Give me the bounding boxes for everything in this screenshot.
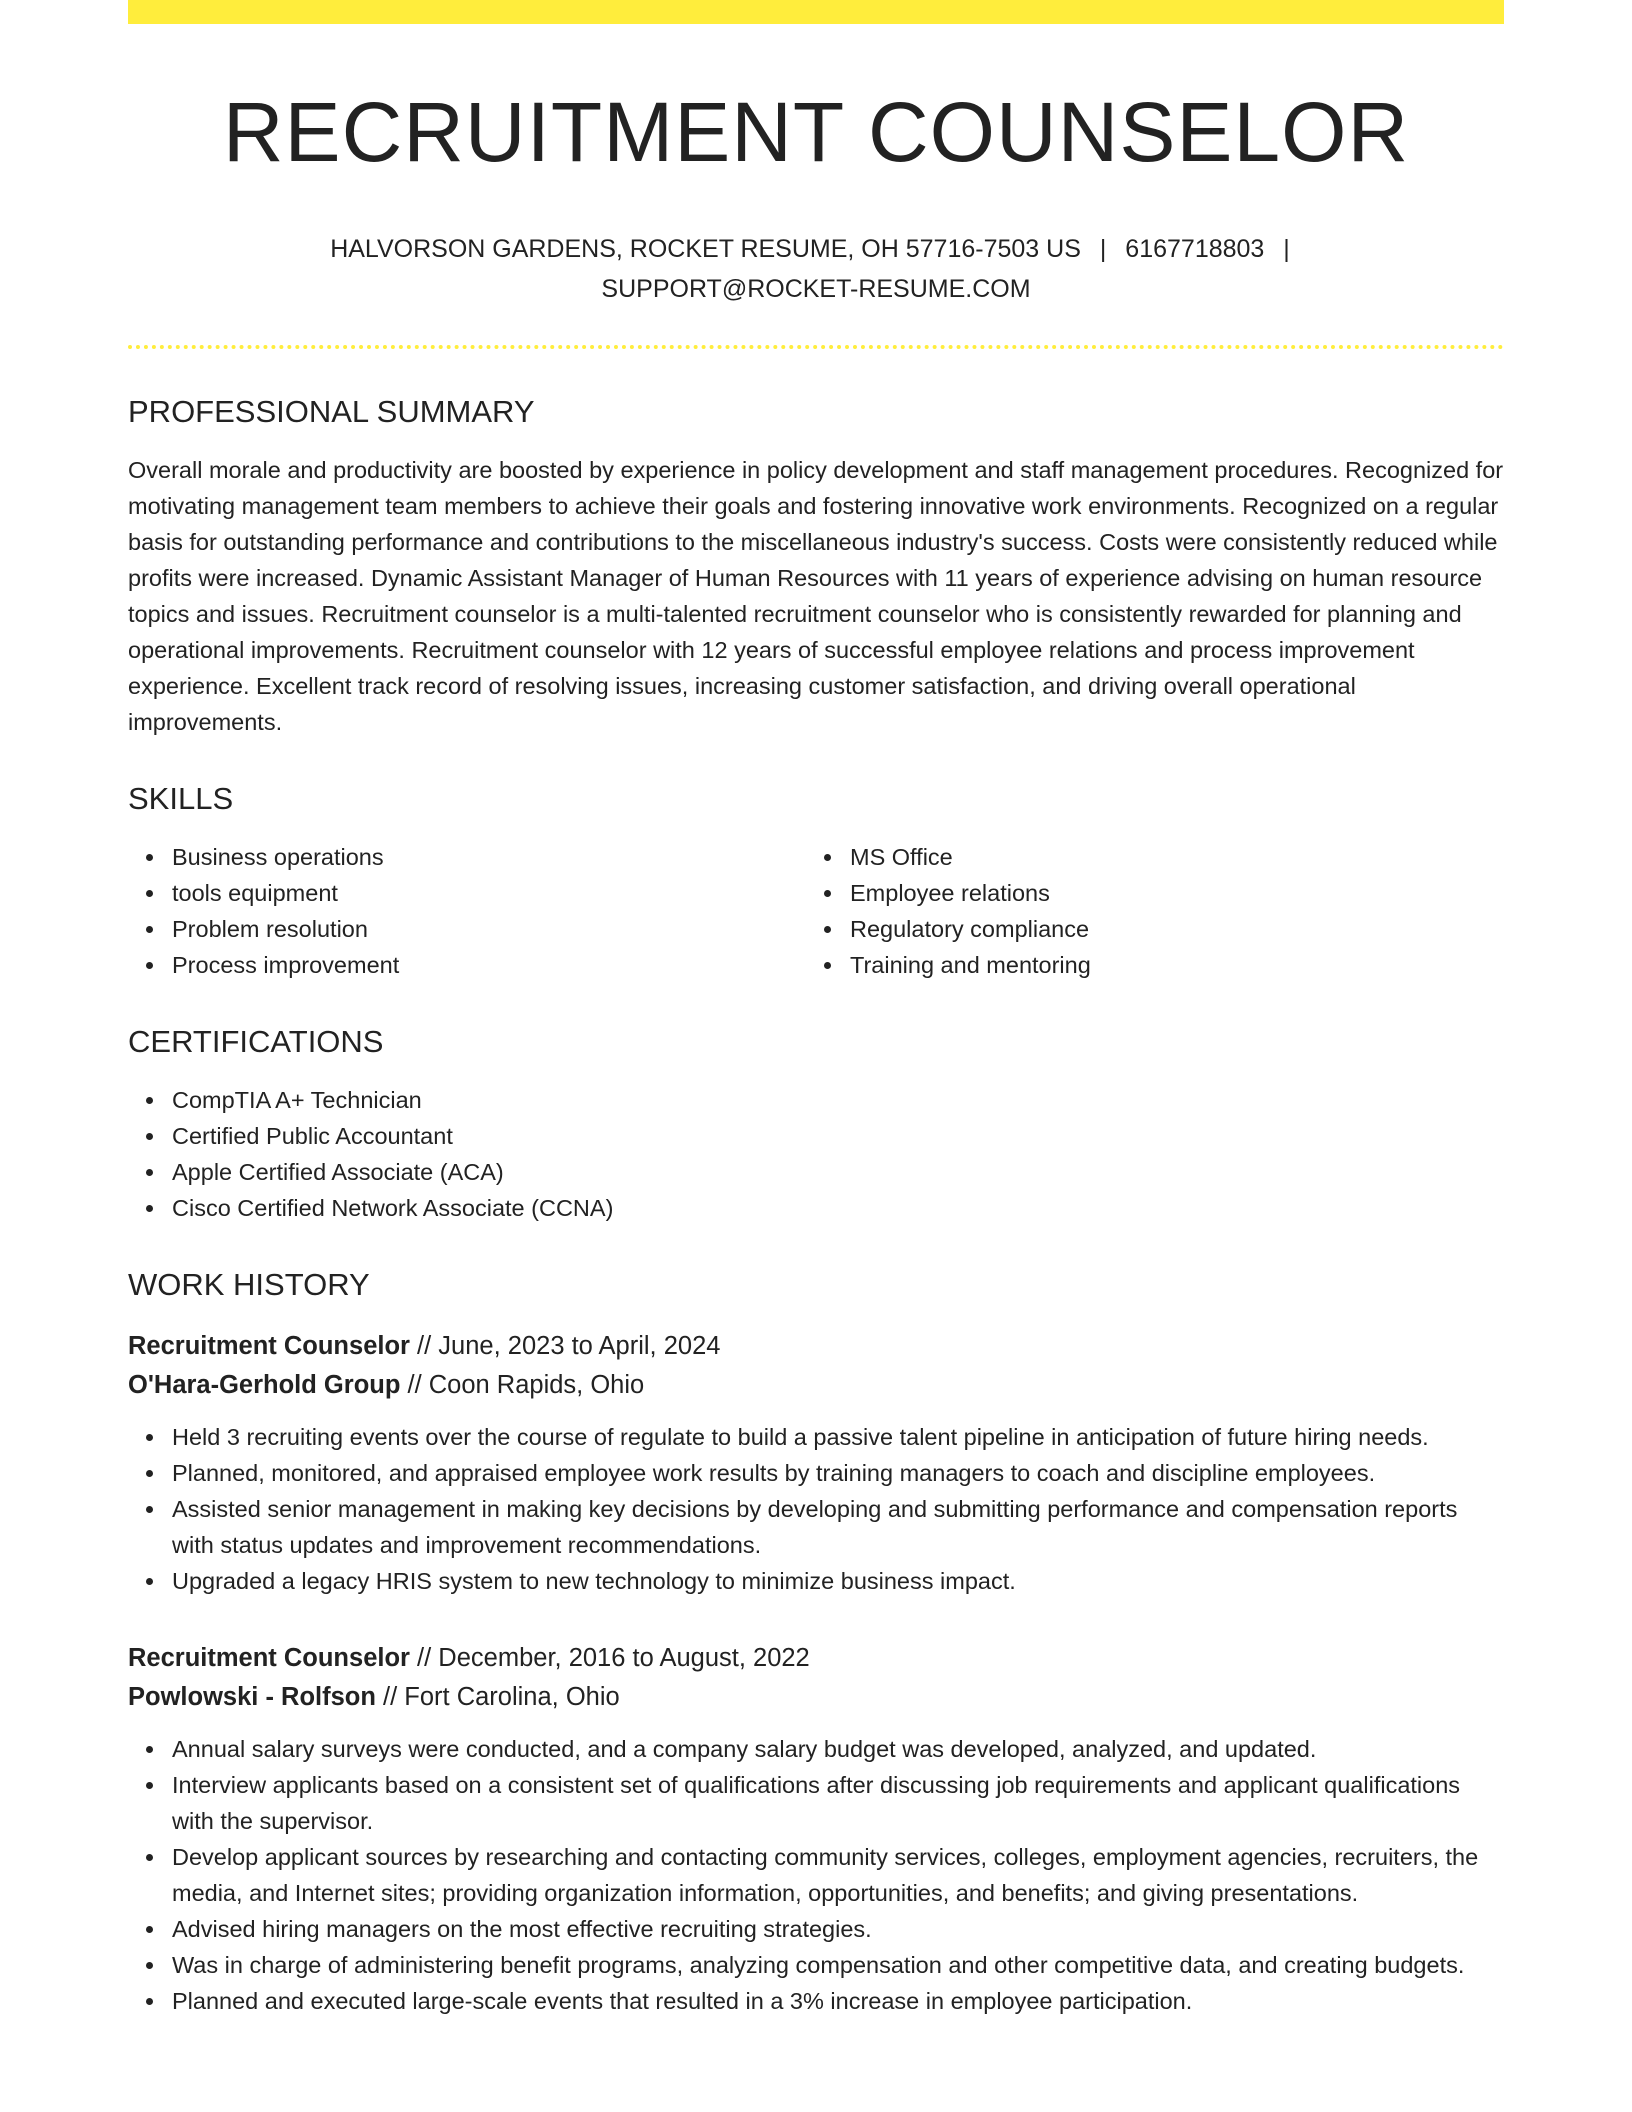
- resume-name: RECRUITMENT COUNSELOR: [222, 85, 1410, 179]
- section-heading-skills: SKILLS: [128, 780, 234, 816]
- contact-address: HALVORSON GARDENS, ROCKET RESUME, OH 57716-7503 US: [330, 234, 1081, 263]
- skills-section: [128, 780, 1504, 983]
- job-location: // Fort Carolina, Ohio: [375, 1683, 620, 1712]
- skill-item: Process improvement: [172, 947, 806, 983]
- skill-item: Regulatory compliance: [850, 911, 1504, 947]
- job-dates: // December, 2016 to August, 2022: [409, 1644, 810, 1673]
- certification-item: Certified Public Accountant: [172, 1118, 1504, 1154]
- job-dates: // June, 2023 to April, 2024: [409, 1332, 721, 1361]
- contact-email: SUPPORT@ROCKET-RESUME.COM: [601, 274, 1031, 303]
- job-bullet: Develop applicant sources by researching and contacting community services, colleges, employment agencies, recruiters, the media, and Internet sites; providing organization information, opportunities, and benefits; and giving presentations.: [172, 1839, 1504, 1911]
- job-bullet: Upgraded a legacy HRIS system to new technology to minimize business impact.: [172, 1563, 1504, 1599]
- job-title-line: [128, 1639, 1504, 1678]
- job-bullet: Annual salary surveys were conducted, and a company salary budget was developed, analyzed, and updated.: [172, 1731, 1504, 1767]
- job-entry: [128, 1327, 1504, 1599]
- skill-item: Training and mentoring: [850, 947, 1504, 983]
- job-company: O'Hara-Gerhold Group: [128, 1371, 401, 1400]
- skills-grid: [128, 839, 1504, 983]
- job-bullets: [128, 1731, 1504, 2019]
- work-history-section: [128, 1266, 1504, 2019]
- job-bullets: [128, 1419, 1504, 1599]
- job-bullet: Assisted senior management in making key decisions by developing and submitting performance and compensation reports with status updates and improvement recommendations.: [172, 1491, 1504, 1563]
- job-title: Recruitment Counselor: [128, 1332, 410, 1361]
- section-heading-summary: PROFESSIONAL SUMMARY: [128, 393, 535, 429]
- job-company-line: [128, 1366, 1504, 1405]
- skill-item: Business operations: [172, 839, 806, 875]
- job-location: // Coon Rapids, Ohio: [400, 1371, 645, 1400]
- job-title: Recruitment Counselor: [128, 1644, 410, 1673]
- contact-info: [266, 229, 1366, 309]
- summary-section: [128, 393, 1504, 740]
- job-bullet: Planned and executed large-scale events that resulted in a 3% increase in employee participation.: [172, 1983, 1504, 2019]
- certifications-section: [128, 1023, 1504, 1226]
- certification-item: CompTIA A+ Technician: [172, 1082, 1504, 1118]
- section-heading-work-history: WORK HISTORY: [128, 1267, 370, 1303]
- job-bullet: Advised hiring managers on the most effective recruiting strategies.: [172, 1911, 1504, 1947]
- skill-item: Employee relations: [850, 875, 1504, 911]
- certification-item: Cisco Certified Network Associate (CCNA): [172, 1190, 1504, 1226]
- skill-item: Problem resolution: [172, 911, 806, 947]
- resume-page: [128, 0, 1504, 2019]
- summary-text: Overall morale and productivity are boosted by experience in policy development and staff management procedures. Recognized for motivating management team members to achieve their goals and fostering innovative work environments. Recognized on a regular basis for outstanding performance and contributions to the miscellaneous industry's success. Costs were consistently reduced while profits were increased. Dynamic Assistant Manager of Human Resources with 11 years of experience advising on human resource topics and issues. Recruitment counselor is a multi-talented recruitment counselor who is consistently rewarded for planning and operational improvements. Recruitment counselor with 12 years of successful employee relations and process improvement experience. Excellent track record of resolving issues, increasing customer satisfaction, and driving overall operational improvements.: [128, 456, 1504, 735]
- job-entry: [128, 1639, 1504, 2019]
- skills-list-left: [128, 839, 806, 983]
- header-divider: [128, 345, 1504, 349]
- certification-item: Apple Certified Associate (ACA): [172, 1154, 1504, 1190]
- job-bullet: Planned, monitored, and appraised employee work results by training managers to coach and discipline employees.: [172, 1455, 1504, 1491]
- top-accent-bar: [128, 0, 1504, 24]
- skill-item: MS Office: [850, 839, 1504, 875]
- skills-list-right: [806, 839, 1504, 983]
- contact-separator: |: [1099, 234, 1107, 263]
- job-bullet: Held 3 recruiting events over the course of regulate to build a passive talent pipeline in anticipation of future hiring needs.: [172, 1419, 1504, 1455]
- certifications-list: [128, 1082, 1504, 1226]
- job-bullet: Interview applicants based on a consistent set of qualifications after discussing job requirements and applicant qualifications with the supervisor.: [172, 1767, 1504, 1839]
- contact-separator: |: [1283, 234, 1290, 263]
- contact-phone: 6167718803: [1125, 234, 1265, 263]
- section-heading-certifications: CERTIFICATIONS: [128, 1023, 384, 1059]
- job-bullet: Was in charge of administering benefit programs, analyzing compensation and other competitive data, and creating budgets.: [172, 1947, 1504, 1983]
- job-company: Powlowski - Rolfson: [128, 1683, 376, 1712]
- skill-item: tools equipment: [172, 875, 806, 911]
- job-company-line: [128, 1678, 1504, 1717]
- job-title-line: [128, 1327, 1504, 1366]
